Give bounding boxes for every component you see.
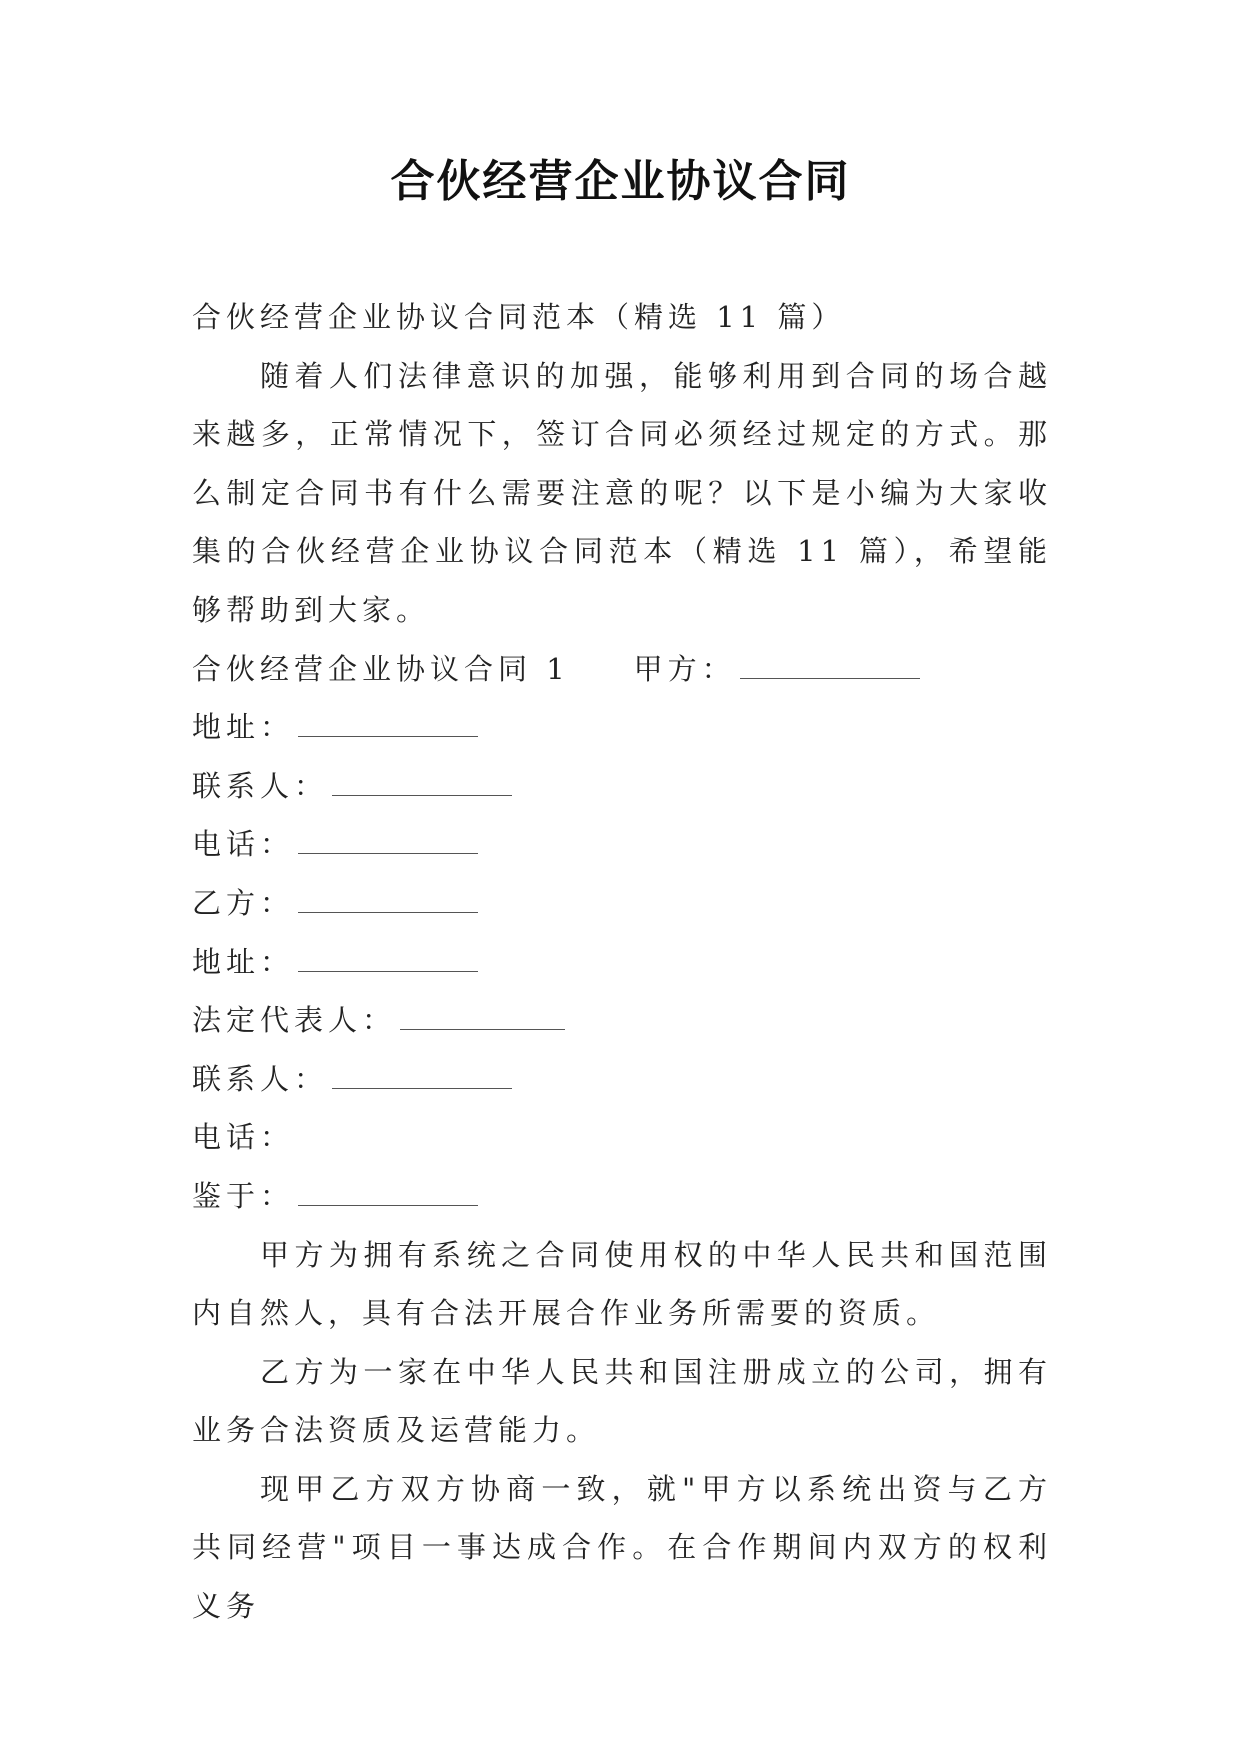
contract-heading: 合伙经营企业协议合同 1	[192, 651, 570, 686]
party-a-blank[interactable]	[740, 652, 920, 679]
party-a-contact-label: 联系人：	[192, 768, 329, 803]
whereas-blank[interactable]	[298, 1179, 478, 1206]
party-b-legal-rep-line	[192, 991, 1052, 1050]
party-b-contact-label: 联系人：	[192, 1061, 329, 1096]
party-b-contact-line	[192, 1050, 1052, 1109]
party-b-blank[interactable]	[298, 886, 478, 913]
party-b-label: 乙方：	[192, 885, 295, 920]
party-b-phone-line	[192, 1108, 1052, 1167]
clause-party-a: 甲方为拥有系统之合同使用权的中华人民共和国范围内自然人，具有合法开展合作业务所需要的资质。	[192, 1237, 1052, 1331]
party-a-address-blank[interactable]	[298, 710, 478, 737]
party-b-address-line	[192, 933, 1052, 992]
document-subtitle: 合伙经营企业协议合同范本（精选 11 篇）	[192, 300, 846, 334]
party-b-line	[192, 874, 1052, 933]
party-a-contact-line	[192, 757, 1052, 816]
document-title: 合伙经营企业协议合同	[390, 156, 851, 207]
document-body	[192, 288, 1052, 1636]
party-b-legal-rep-blank[interactable]	[400, 1003, 565, 1030]
party-b-phone-label: 电话：	[192, 1120, 295, 1155]
clause-agreement: 现甲乙方双方协商一致，就"甲方以系统出资与乙方共同经营"项目一事达成合作。在合作期间内双方的权利义务	[192, 1471, 1052, 1624]
contract-heading-line	[192, 640, 1052, 699]
party-a-phone-line	[192, 815, 1052, 874]
whereas-line	[192, 1167, 1052, 1226]
party-a-phone-blank[interactable]	[298, 827, 478, 854]
party-b-address-blank[interactable]	[298, 945, 478, 972]
party-a-address-label: 地址：	[192, 710, 295, 745]
clause-party-b: 乙方为一家在中华人民共和国注册成立的公司，拥有业务合法资质及运营能力。	[192, 1354, 1052, 1448]
party-a-contact-blank[interactable]	[332, 769, 512, 796]
party-b-address-label: 地址：	[192, 944, 295, 979]
party-a-phone-label: 电话：	[192, 827, 295, 862]
party-a-label: 甲方：	[633, 651, 736, 686]
party-b-contact-blank[interactable]	[332, 1062, 512, 1089]
whereas-label: 鉴于：	[192, 1178, 295, 1213]
party-a-address-line	[192, 698, 1052, 757]
intro-paragraph: 随着人们法律意识的加强，能够利用到合同的场合越来越多，正常情况下，签订合同必须经过规定的方式。那么制定合同书有什么需要注意的呢？以下是小编为大家收集的合伙经营企业协议合同范本（精选 11 篇），希望能够帮助到大家。	[192, 358, 1052, 627]
party-b-legal-rep-label: 法定代表人：	[192, 1003, 397, 1038]
